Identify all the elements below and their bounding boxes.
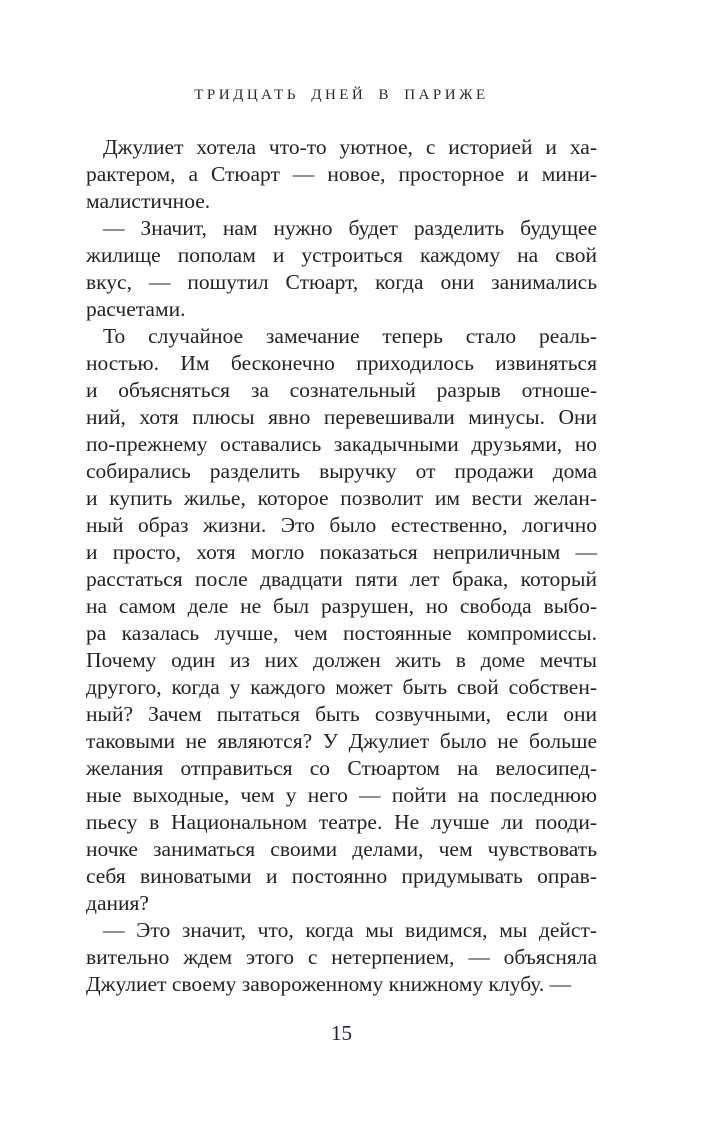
text-line: ночке заниматься своими делами, чем чувствовать — [86, 837, 597, 861]
text-line: расстаться после двадцати пяти лет брака, который — [86, 567, 597, 591]
text-line: ные выходные, чем у него — пойти на последнюю — [86, 783, 597, 807]
text-line: дания? — [86, 891, 149, 915]
running-header: ТРИДЦАТЬ ДНЕЙ В ПАРИЖЕ — [194, 87, 489, 103]
text-line: жилище пополам и устроиться каждому на свой — [86, 243, 597, 267]
body-text — [86, 134, 597, 998]
text-line: расчетами. — [86, 297, 186, 321]
text-line: таковыми не являются? У Джулиет было не больше — [86, 729, 597, 753]
paragraph — [86, 917, 597, 998]
text-line: и просто, хотя могло показаться неприличным — — [86, 540, 597, 564]
text-line: ностью. Им бесконечно приходилось извиняться — [86, 351, 597, 375]
text-line: другого, когда у каждого может быть свой собствен- — [86, 675, 597, 699]
text-line: собирались разделить выручку от продажи дома — [86, 459, 597, 483]
text-line: рактером, а Стюарт — новое, просторное и мини- — [86, 162, 597, 186]
text-line: и объясняться за сознательный разрыв отноше- — [86, 378, 597, 402]
text-line: желания отправиться со Стюартом на велосипед- — [86, 756, 597, 780]
text-line: ный? Зачем пытаться быть созвучными, если они — [86, 702, 597, 726]
page-number: 15 — [331, 1021, 352, 1045]
text-line: себя виноватыми и постоянно придумывать оправ- — [86, 864, 597, 888]
text-line: вительно ждем этого с нетерпением, — объясняла — [86, 945, 597, 969]
text-line: Джулиет хотела что-то уютное, с историей и ха- — [103, 135, 597, 159]
text-line: ра казалась лучше, чем постоянные компромиссы. — [86, 621, 597, 645]
text-line: по-прежнему оставались закадычными друзьями, но — [86, 432, 597, 456]
text-line: малистичное. — [86, 189, 211, 213]
text-line: Почему один из них должен жить в доме мечты — [86, 648, 597, 672]
text-line: на самом деле не был разрушен, но свобода выбо- — [86, 594, 597, 618]
text-line: и купить жилье, которое позволит им вести желан- — [86, 486, 597, 510]
paragraph — [86, 215, 597, 323]
text-line: вкус, — пошутил Стюарт, когда они занимались — [86, 270, 597, 294]
text-line: пьесу в Национальном театре. Не лучше ли пооди- — [86, 810, 597, 834]
paragraph — [86, 323, 597, 917]
text-line: То случайное замечание теперь стало реаль- — [103, 324, 597, 348]
text-line: — Это значит, что, когда мы видимся, мы дейст- — [103, 918, 597, 942]
text-line: Джулиет своему завороженному книжному клубу. — — [86, 972, 572, 996]
text-line: — Значит, нам нужно будет разделить будущее — [103, 216, 597, 240]
text-line: ный образ жизни. Это было естественно, логично — [86, 513, 597, 537]
paragraph — [86, 134, 597, 215]
text-line: ний, хотя плюсы явно перевешивали минусы. Они — [86, 405, 597, 429]
